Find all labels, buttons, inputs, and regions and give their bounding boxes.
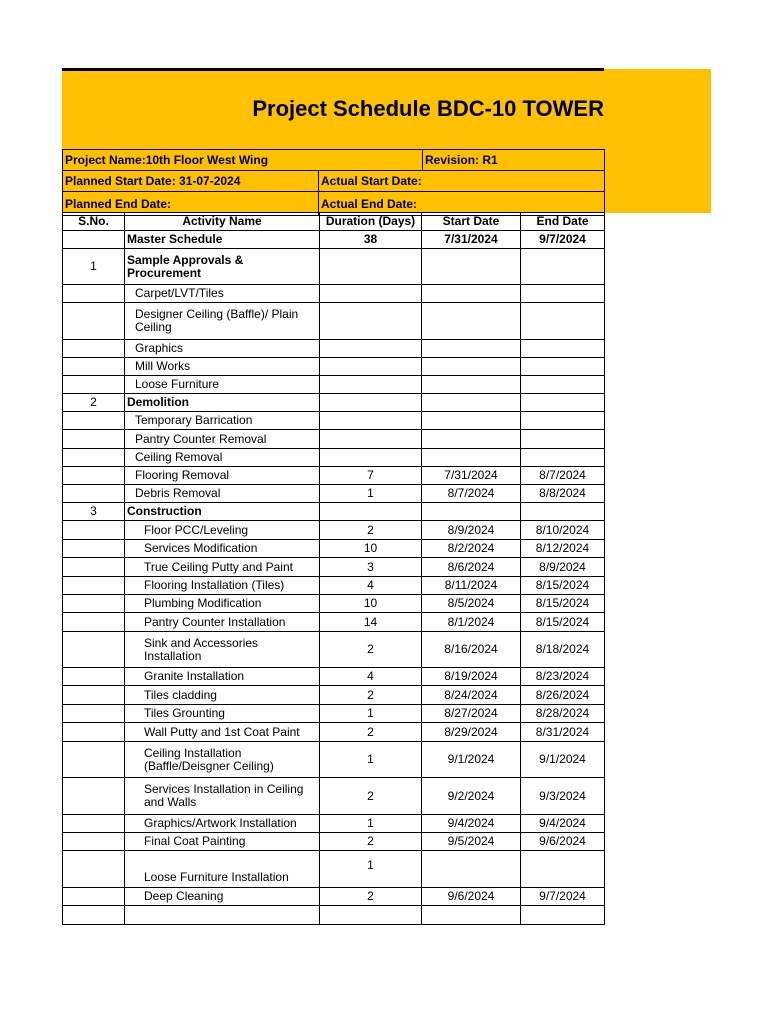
- cell-start-date: [422, 412, 521, 430]
- table-row: [63, 632, 605, 668]
- cell-activity: Deep Cleaning: [125, 888, 320, 906]
- cell-end-date: [521, 394, 605, 412]
- cell-end-date: [521, 412, 605, 430]
- cell-duration: 2: [320, 833, 422, 851]
- cell-activity: Flooring Removal: [125, 467, 320, 485]
- col-header-sno: S.No.: [63, 213, 125, 231]
- cell-duration: [320, 303, 422, 340]
- cell-duration: 2: [320, 632, 422, 668]
- cell-start-date: 8/27/2024: [422, 705, 521, 723]
- cell-end-date: [521, 249, 605, 285]
- cell-start-date: [422, 340, 521, 358]
- cell-duration: 2: [320, 888, 422, 906]
- cell-sno: [63, 485, 125, 503]
- cell-activity: Temporary Barrication: [125, 412, 320, 430]
- cell-start-date: 8/29/2024: [422, 723, 521, 742]
- cell-duration: 4: [320, 577, 422, 595]
- table-row: [63, 742, 605, 778]
- cell-activity: Graphics: [125, 340, 320, 358]
- cell-end-date: [521, 851, 605, 888]
- cell-sno: [63, 613, 125, 632]
- table-row: [63, 705, 605, 723]
- cell-start-date: 8/24/2024: [422, 686, 521, 705]
- cell-start-date: [422, 376, 521, 394]
- cell-end-date: 9/4/2024: [521, 815, 605, 833]
- cell-start-date: [422, 430, 521, 449]
- cell-activity: [125, 906, 320, 925]
- cell-sno: [63, 340, 125, 358]
- table-row: [63, 358, 605, 376]
- cell-end-date: [521, 503, 605, 521]
- cell-activity: Tiles Grounting: [125, 705, 320, 723]
- cell-activity: True Ceiling Putty and Paint: [125, 558, 320, 577]
- table-row: [63, 613, 605, 632]
- cell-sno: [63, 558, 125, 577]
- table-row: [63, 467, 605, 485]
- table-row: [63, 521, 605, 540]
- cell-duration: 14: [320, 613, 422, 632]
- table-row: [63, 285, 605, 303]
- table-row: [63, 394, 605, 412]
- cell-activity: Demolition: [125, 394, 320, 412]
- cell-activity: Sink and Accessories Installation: [125, 632, 320, 668]
- table-row: [63, 815, 605, 833]
- cell-duration: [320, 412, 422, 430]
- cell-start-date: 8/5/2024: [422, 595, 521, 613]
- cell-end-date: 8/15/2024: [521, 613, 605, 632]
- cell-sno: 3: [63, 503, 125, 521]
- cell-duration: 2: [320, 686, 422, 705]
- project-info-table: [62, 149, 605, 216]
- cell-duration: 4: [320, 668, 422, 686]
- cell-start-date: 9/4/2024: [422, 815, 521, 833]
- cell-end-date: 8/8/2024: [521, 485, 605, 503]
- cell-duration: 1: [320, 742, 422, 778]
- cell-start-date: 8/1/2024: [422, 613, 521, 632]
- cell-duration: [320, 340, 422, 358]
- cell-activity: Services Installation in Ceiling and Walls: [125, 778, 320, 815]
- col-header-start: Start Date: [422, 213, 521, 231]
- cell-sno: [63, 632, 125, 668]
- cell-start-date: [422, 906, 521, 925]
- cell-end-date: [521, 303, 605, 340]
- cell-sno: 2: [63, 394, 125, 412]
- cell-activity: Loose Furniture: [125, 376, 320, 394]
- cell-duration: [320, 906, 422, 925]
- cell-duration: 3: [320, 558, 422, 577]
- cell-end-date: 8/15/2024: [521, 595, 605, 613]
- project-name: Project Name:10th Floor West Wing: [63, 150, 423, 171]
- cell-duration: [320, 285, 422, 303]
- cell-duration: 10: [320, 595, 422, 613]
- cell-end-date: [521, 376, 605, 394]
- cell-duration: 1: [320, 705, 422, 723]
- cell-duration: 2: [320, 778, 422, 815]
- cell-start-date: 9/6/2024: [422, 888, 521, 906]
- cell-start-date: 8/16/2024: [422, 632, 521, 668]
- cell-sno: 1: [63, 249, 125, 285]
- cell-sno: [63, 376, 125, 394]
- cell-end-date: [521, 285, 605, 303]
- planned-start-date: Planned Start Date: 31-07-2024: [63, 171, 319, 192]
- cell-end-date: [521, 430, 605, 449]
- cell-duration: 1: [320, 485, 422, 503]
- cell-sno: [63, 906, 125, 925]
- cell-sno: [63, 449, 125, 467]
- table-row: [63, 906, 605, 925]
- cell-start-date: [422, 303, 521, 340]
- cell-sno: [63, 430, 125, 449]
- cell-sno: [63, 521, 125, 540]
- cell-activity: Tiles cladding: [125, 686, 320, 705]
- cell-duration: 10: [320, 540, 422, 558]
- cell-start-date: [422, 851, 521, 888]
- cell-duration: 1: [320, 815, 422, 833]
- cell-activity: Graphics/Artwork Installation: [125, 815, 320, 833]
- cell-start-date: 9/2/2024: [422, 778, 521, 815]
- cell-end-date: 8/10/2024: [521, 521, 605, 540]
- cell-end-date: 8/31/2024: [521, 723, 605, 742]
- actual-start-date: Actual Start Date:: [319, 171, 605, 192]
- table-row: [63, 577, 605, 595]
- cell-start-date: 8/9/2024: [422, 521, 521, 540]
- cell-start-date: [422, 358, 521, 376]
- cell-activity: Mill Works: [125, 358, 320, 376]
- cell-activity: Granite Installation: [125, 668, 320, 686]
- cell-end-date: 8/15/2024: [521, 577, 605, 595]
- cell-duration: [320, 358, 422, 376]
- cell-duration: [320, 249, 422, 285]
- table-row: [63, 723, 605, 742]
- cell-sno: [63, 705, 125, 723]
- cell-end-date: 8/18/2024: [521, 632, 605, 668]
- top-border: [62, 68, 604, 71]
- cell-sno: [63, 742, 125, 778]
- cell-activity: Wall Putty and 1st Coat Paint: [125, 723, 320, 742]
- cell-start-date: [422, 503, 521, 521]
- cell-duration: 2: [320, 723, 422, 742]
- cell-sno: [63, 778, 125, 815]
- table-row: [63, 340, 605, 358]
- cell-sno: [63, 723, 125, 742]
- cell-sno: [63, 851, 125, 888]
- cell-end-date: [521, 340, 605, 358]
- cell-activity: Services Modification: [125, 540, 320, 558]
- table-row: [63, 303, 605, 340]
- cell-end-date: 9/1/2024: [521, 742, 605, 778]
- cell-sno: [63, 412, 125, 430]
- cell-sno: [63, 595, 125, 613]
- table-row: [63, 540, 605, 558]
- cell-end-date: [521, 906, 605, 925]
- cell-end-date: 8/9/2024: [521, 558, 605, 577]
- cell-activity: Flooring Installation (Tiles): [125, 577, 320, 595]
- cell-end-date: 9/6/2024: [521, 833, 605, 851]
- table-row: [63, 449, 605, 467]
- cell-end-date: [521, 449, 605, 467]
- cell-end-date: 8/28/2024: [521, 705, 605, 723]
- cell-duration: 2: [320, 521, 422, 540]
- cell-sno: [63, 668, 125, 686]
- table-row: [63, 668, 605, 686]
- table-row: [63, 595, 605, 613]
- cell-sno: [63, 577, 125, 595]
- cell-sno: [63, 303, 125, 340]
- cell-end-date: 8/7/2024: [521, 467, 605, 485]
- page-title: Project Schedule BDC-10 TOWER: [252, 96, 604, 121]
- cell-sno: [63, 231, 125, 249]
- cell-activity: Carpet/LVT/Tiles: [125, 285, 320, 303]
- table-row: [63, 888, 605, 906]
- table-row: [63, 231, 605, 249]
- cell-start-date: 9/5/2024: [422, 833, 521, 851]
- cell-duration: 1: [320, 851, 422, 888]
- cell-duration: [320, 449, 422, 467]
- col-header-end: End Date: [521, 213, 605, 231]
- cell-end-date: 8/12/2024: [521, 540, 605, 558]
- table-row: [63, 485, 605, 503]
- cell-activity: Ceiling Removal: [125, 449, 320, 467]
- cell-activity: Floor PCC/Leveling: [125, 521, 320, 540]
- cell-duration: [320, 503, 422, 521]
- cell-start-date: 9/1/2024: [422, 742, 521, 778]
- cell-sno: [63, 358, 125, 376]
- cell-duration: 7: [320, 467, 422, 485]
- cell-start-date: 7/31/2024: [422, 467, 521, 485]
- actual-end-date: Actual End Date:: [319, 192, 605, 216]
- cell-start-date: 8/2/2024: [422, 540, 521, 558]
- col-header-duration: Duration (Days): [320, 213, 422, 231]
- cell-start-date: 8/19/2024: [422, 668, 521, 686]
- cell-activity: Ceiling Installation (Baffle/Deisgner Ceiling): [125, 742, 320, 778]
- cell-start-date: [422, 285, 521, 303]
- cell-end-date: 9/7/2024: [521, 888, 605, 906]
- cell-activity: Pantry Counter Installation: [125, 613, 320, 632]
- col-header-activity: Activity Name: [125, 213, 320, 231]
- cell-start-date: 7/31/2024: [422, 231, 521, 249]
- planned-end-date: Planned End Date:: [63, 192, 319, 216]
- cell-end-date: 8/26/2024: [521, 686, 605, 705]
- cell-activity: Plumbing Modification: [125, 595, 320, 613]
- schedule-table: [62, 212, 605, 925]
- cell-sno: [63, 285, 125, 303]
- cell-activity: Final Coat Painting: [125, 833, 320, 851]
- table-row: [63, 430, 605, 449]
- table-row: [63, 412, 605, 430]
- cell-sno: [63, 888, 125, 906]
- table-row: [63, 686, 605, 705]
- cell-start-date: 8/11/2024: [422, 577, 521, 595]
- cell-duration: [320, 394, 422, 412]
- cell-end-date: [521, 358, 605, 376]
- table-row: [63, 851, 605, 888]
- cell-duration: [320, 430, 422, 449]
- table-row: [63, 558, 605, 577]
- cell-sno: [63, 686, 125, 705]
- cell-activity: Debris Removal: [125, 485, 320, 503]
- table-row: [63, 503, 605, 521]
- cell-sno: [63, 540, 125, 558]
- table-row: [63, 778, 605, 815]
- cell-start-date: 8/7/2024: [422, 485, 521, 503]
- cell-activity: Master Schedule: [125, 231, 320, 249]
- cell-sno: [63, 815, 125, 833]
- cell-start-date: 8/6/2024: [422, 558, 521, 577]
- cell-end-date: 9/7/2024: [521, 231, 605, 249]
- cell-activity: Construction: [125, 503, 320, 521]
- cell-activity: Sample Approvals & Procurement: [125, 249, 320, 285]
- cell-duration: [320, 376, 422, 394]
- table-row: [63, 249, 605, 285]
- revision: Revision: R1: [423, 150, 605, 171]
- cell-end-date: 9/3/2024: [521, 778, 605, 815]
- cell-end-date: 8/23/2024: [521, 668, 605, 686]
- cell-duration: 38: [320, 231, 422, 249]
- cell-start-date: [422, 394, 521, 412]
- table-row: [63, 376, 605, 394]
- cell-activity: Pantry Counter Removal: [125, 430, 320, 449]
- cell-start-date: [422, 249, 521, 285]
- cell-sno: [63, 833, 125, 851]
- cell-activity: Designer Ceiling (Baffle)/ Plain Ceiling: [125, 303, 320, 340]
- table-row: [63, 833, 605, 851]
- cell-sno: [63, 467, 125, 485]
- cell-activity: Loose Furniture Installation: [125, 851, 320, 888]
- cell-start-date: [422, 449, 521, 467]
